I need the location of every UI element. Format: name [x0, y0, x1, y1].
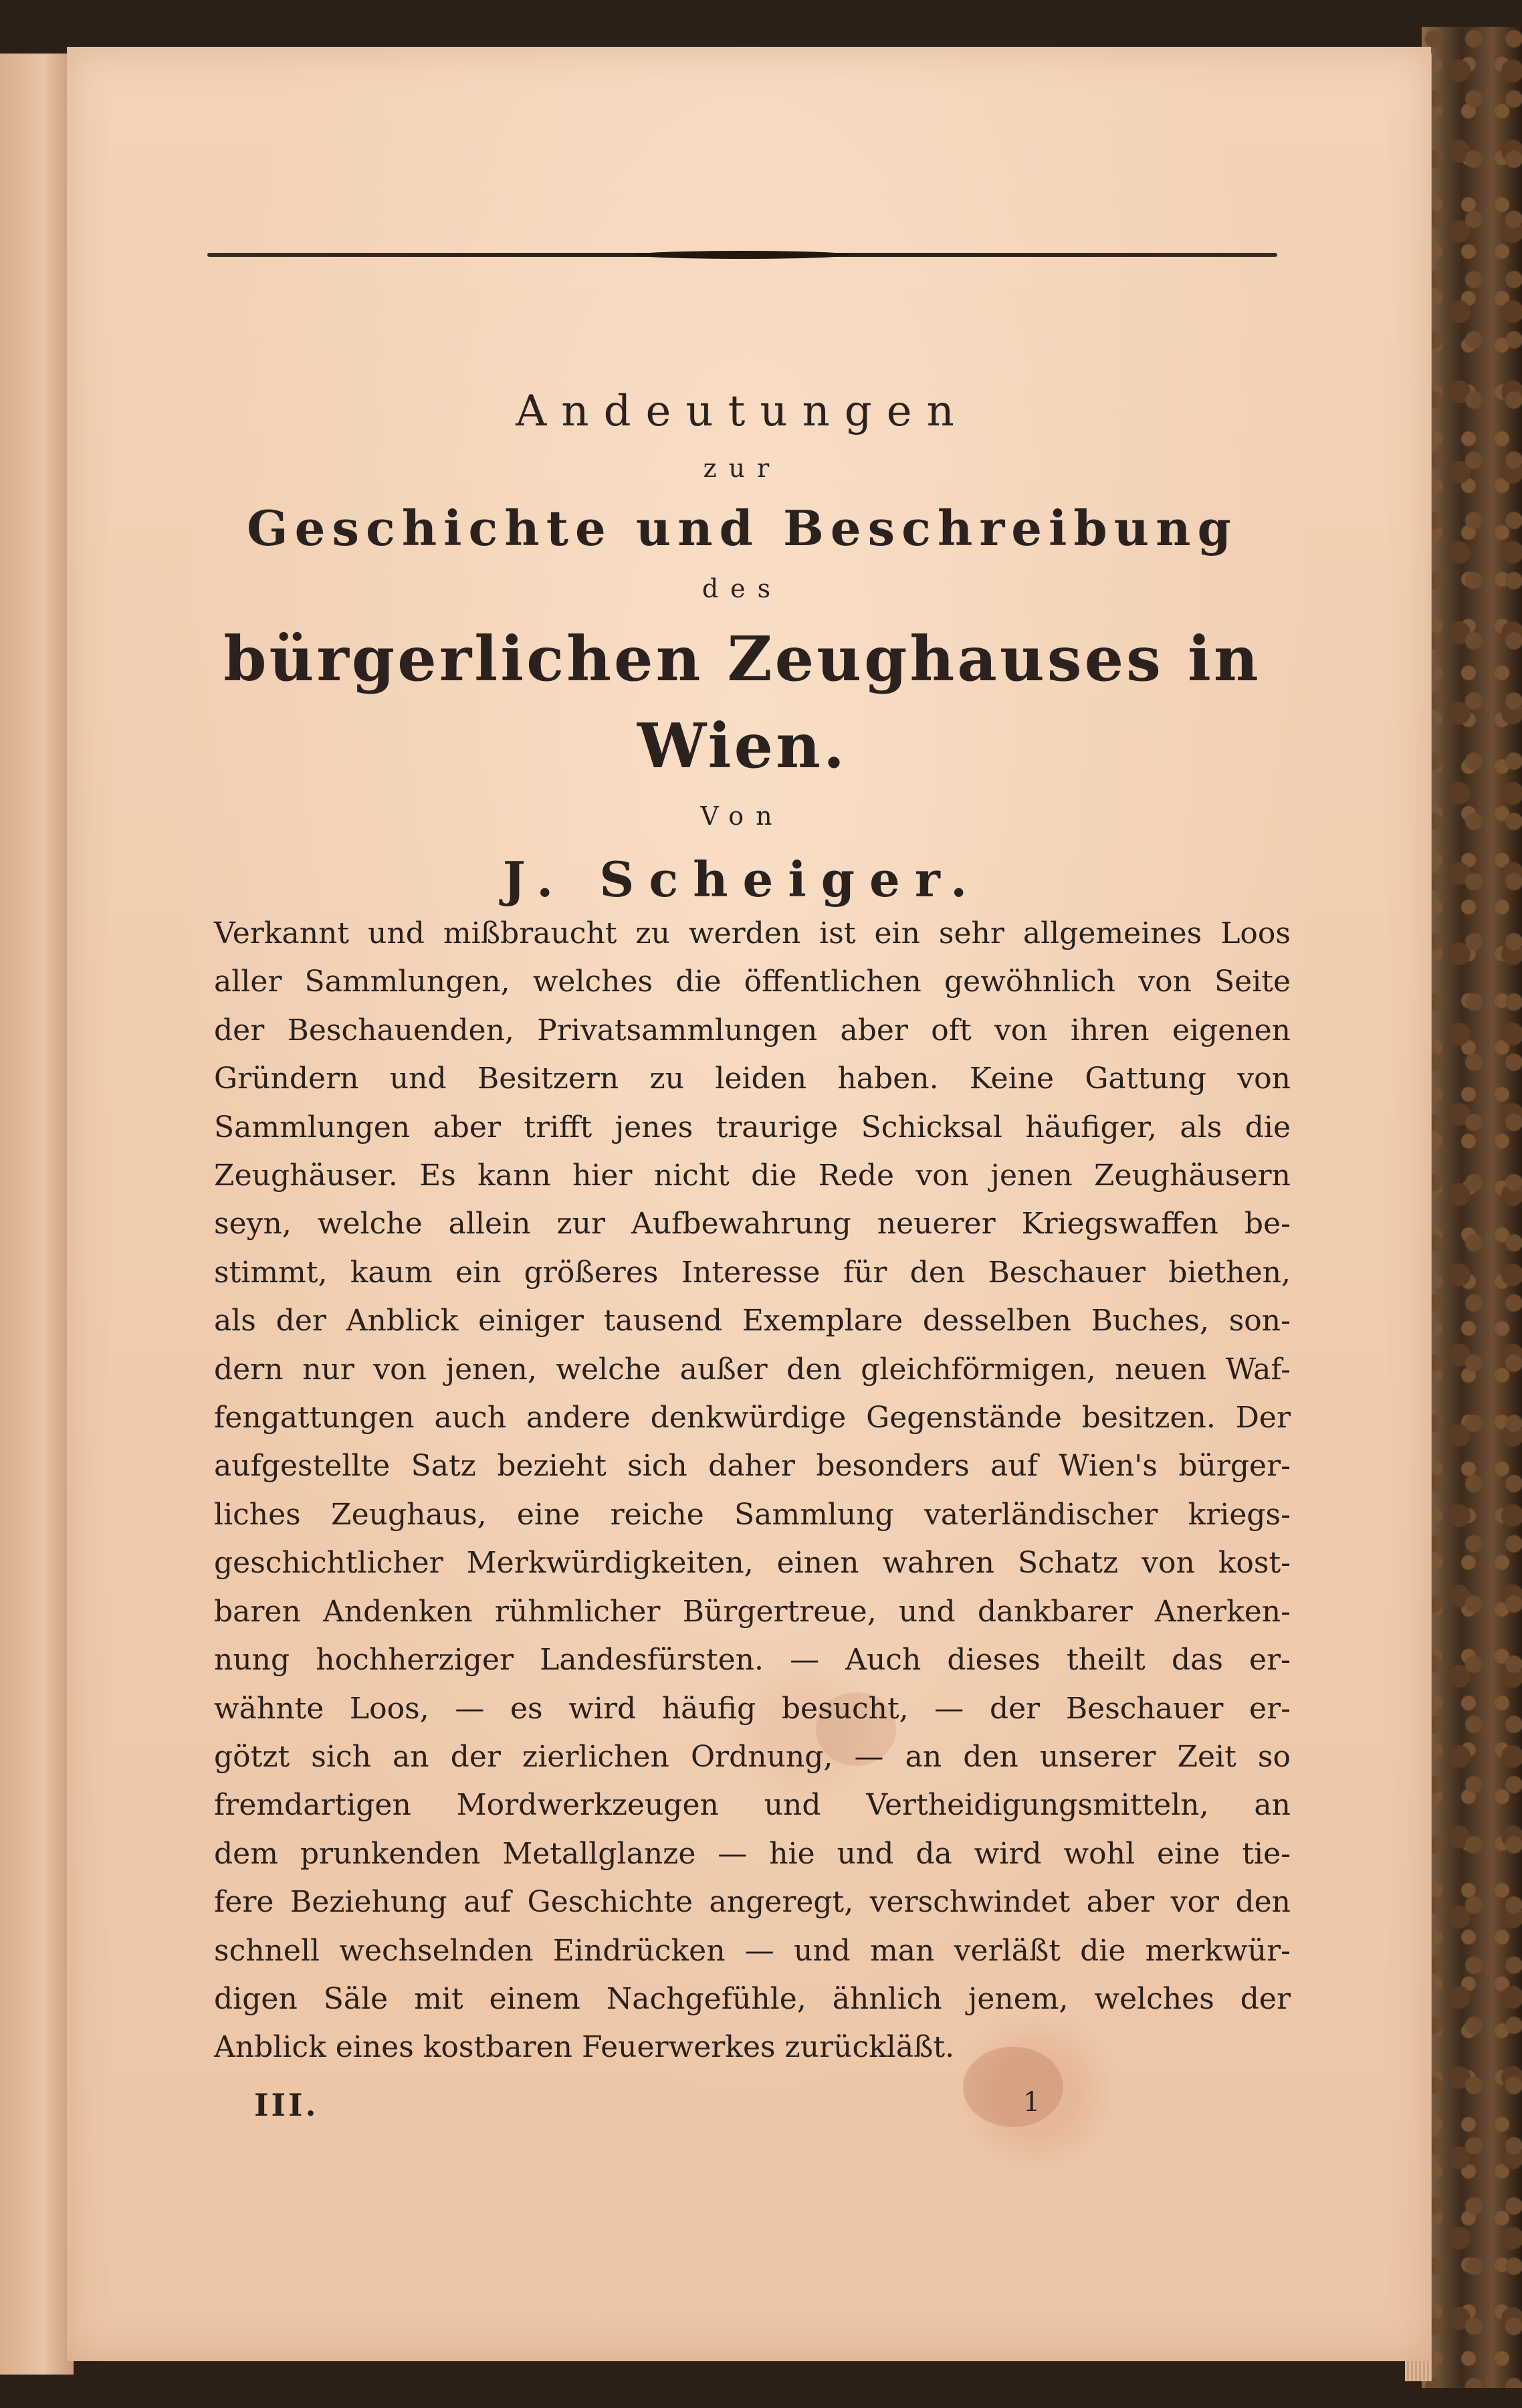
- body-paragraph: [214, 910, 1291, 2072]
- text-line: dem prunkenden Metallglanze — hie und da wird wohl eine tie-: [214, 1836, 1291, 1871]
- text-line: fengattungen auch andere denkwürdige Gegenstände besitzen. Der: [214, 1401, 1291, 1435]
- text-line: seyn, welche allein zur Aufbewahrung neuerer Kriegswaffen be-: [214, 1207, 1291, 1241]
- text-line: dern nur von jenen, welche außer den gleichförmigen, neuen Waf-: [214, 1352, 1291, 1387]
- title-line-geschichte: Geschichte und Beschreibung: [247, 500, 1238, 557]
- page-number: 1: [1023, 2087, 1041, 2118]
- text-line: als der Anblick einiger tausend Exemplare desselben Buches, son-: [214, 1304, 1291, 1338]
- book-cover-edge: [1422, 27, 1522, 2388]
- text-line: fere Beziehung auf Geschichte angeregt, verschwindet aber vor den: [214, 1885, 1291, 1920]
- text-line: der Beschauenden, Privatsammlungen aber oft von ihren eigenen: [214, 1013, 1291, 1047]
- text-line: aller Sammlungen, welches die öffentlichen gewöhnlich von Seite: [214, 965, 1291, 999]
- text-line: aufgestellte Satz bezieht sich daher besonders auf Wien's bürger-: [214, 1449, 1291, 1484]
- facing-page-edge: [0, 54, 74, 2375]
- title-line-zur: zur: [703, 454, 782, 483]
- text-line: götzt sich an der zierlichen Ordnung, — an den unserer Zeit so: [214, 1739, 1291, 1774]
- text-line: digen Säle mit einem Nachgefühle, ähnlich jenem, welches der: [214, 1981, 1291, 2016]
- header-rule: [207, 253, 1277, 257]
- title-line-zeughaus: bürgerlichen Zeughauses in Wien.: [223, 623, 1261, 782]
- text-line: liches Zeughaus, eine reiche Sammlung vaterländischer kriegs-: [214, 1497, 1291, 1532]
- title-block: [201, 381, 1284, 916]
- text-line: Sammlungen aber trifft jenes traurige Schicksal häufiger, als die: [214, 1110, 1291, 1144]
- text-line: Verkannt und mißbraucht zu werden ist ein sehr allgemeines Loos: [214, 916, 1291, 950]
- text-line: schnell wechselnden Eindrücken — und man verläßt die merkwür-: [214, 1933, 1291, 1968]
- text-line: Anblick eines kostbaren Feuerwerkes zurückläßt.: [214, 2030, 955, 2065]
- title-line-von: Von: [700, 801, 784, 831]
- text-line: baren Andenken rühmlicher Bürgertreue, und dankbarer Anerken-: [214, 1594, 1291, 1629]
- text-line: wähnte Loos, — es wird häufig besucht, — der Beschauer er-: [214, 1691, 1291, 1726]
- text-line: Gründern und Besitzern zu leiden haben. Keine Gattung von: [214, 1062, 1291, 1096]
- author-name: J. Scheiger.: [502, 851, 982, 908]
- text-line: fremdartigen Mordwerkzeugen und Vertheidigungsmitteln, an: [214, 1788, 1291, 1823]
- book-page: [67, 47, 1431, 2361]
- text-line: geschichtlicher Merkwürdigkeiten, einen wahren Schatz von kost-: [214, 1546, 1291, 1581]
- title-line-des: des: [701, 574, 783, 603]
- text-line: Zeughäuser. Es kann hier nicht die Rede von jenen Zeughäusern: [214, 1159, 1291, 1193]
- text-line: stimmt, kaum ein größeres Interesse für den Beschauer biethen,: [214, 1255, 1291, 1290]
- text-line: nung hochherziger Landesfürsten. — Auch dieses theilt das er-: [214, 1643, 1291, 1678]
- title-line-andeutungen: Andeutungen: [516, 387, 969, 436]
- signature-mark: III.: [254, 2087, 319, 2123]
